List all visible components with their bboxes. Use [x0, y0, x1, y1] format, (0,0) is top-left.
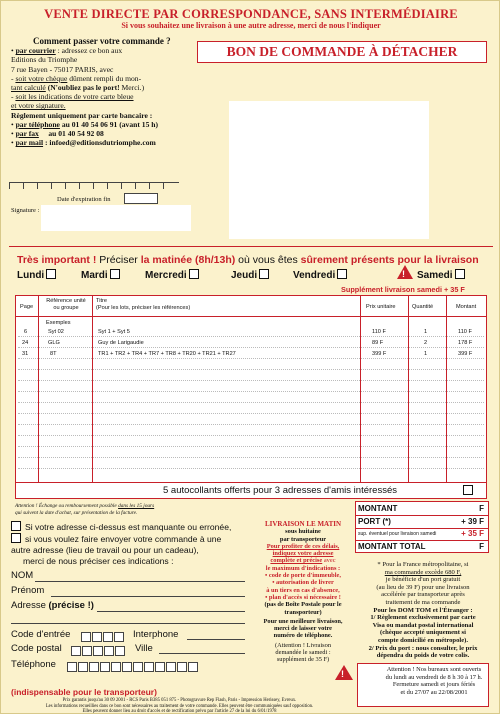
- card-payment-title: Règlement uniquement par carte bancaire :: [11, 110, 153, 120]
- step1a: soit votre chèque: [15, 73, 68, 83]
- row2-qty: 2: [424, 340, 428, 346]
- step1e: Merci.): [121, 83, 145, 93]
- col-title-hint: (Pour les lots, préciser les références): [96, 305, 191, 311]
- fax-label: par fax: [15, 129, 39, 139]
- how-to-order: Comment passer votre commande ? • par courrier : adressez ce bon aux Editions du Triomphe 7 rue Bayen - 75017 PARIS, avec - soit votre chèque dûment rempli du mon- tant calculé (N'oubliez pas le port! Merci.) - soit les indications de votre carte bleue et votre signature. Règlement uniquement par carte bancaire : • par téléphone au 01 40 54 06 91 (avant 15 h) • par fax au 01 40 54 92 08 • par mail : infoed@editionsdutriomphe.com: [11, 37, 191, 147]
- saturday-supp-label: sup. éventuel pour livraison samedi: [358, 531, 437, 537]
- step1b: dûment rempli du mon-: [69, 73, 142, 83]
- row1-price: 110 F: [372, 329, 386, 335]
- row2-page: 24: [22, 340, 29, 346]
- code-postal-label: Code postal: [11, 643, 62, 654]
- shipping-info: * Pour la France métropolitaine, si ma commande excède 680 F, je bénéficie d'un port gratuit (au lieu de 39 F) pour une livraison accélérée par transporteur après traitement de ma commande Pour les DOM TOM et l'Étranger : 1/ Règlement exclusivement par carte Visa ou mandat postal international (chèque accepté uniquement si compte domicilié en métropole). 2/ Prix du port : nous consulter, le prix dépendra du poids de votre colis.: [368, 561, 478, 660]
- adresse-field-2[interactable]: [11, 623, 245, 624]
- important-label: Très important !: [17, 254, 97, 266]
- order-form-title: BON DE COMMANDE À DÉTACHER: [197, 41, 487, 63]
- divider: [9, 246, 493, 247]
- header-subtitle: Si vous souhaitez une livraison à une autre adresse, merci de nous l'indiquer: [121, 21, 381, 30]
- col-qty: Quantité: [412, 304, 434, 310]
- saturday-fee: Supplément livraison samedi + 35 F: [341, 285, 465, 294]
- delivery-text1: Préciser: [99, 254, 138, 266]
- saturday-supp-value: + 35 F: [461, 529, 484, 538]
- row3-qty: 1: [424, 351, 428, 357]
- warning-icon: [335, 665, 353, 680]
- code-postal-field[interactable]: [71, 643, 126, 653]
- col-page: Page: [20, 304, 34, 310]
- interphone-field[interactable]: [187, 639, 245, 640]
- row3-ref: 8T: [50, 351, 57, 357]
- row3-price: 399 F: [372, 351, 387, 357]
- ville-field[interactable]: [159, 653, 245, 654]
- row3-amount: 399 F: [458, 351, 473, 357]
- code-entree-label: Code d'entrée: [11, 629, 71, 640]
- prenom-field[interactable]: [51, 596, 245, 597]
- step2a: soit les indications de votre carte bleue: [15, 92, 134, 102]
- port-label: PORT (*): [358, 517, 391, 526]
- signature-label: Signature :: [11, 207, 40, 214]
- example-label: Exemples: [46, 320, 71, 326]
- how-to-title: Comment passer votre commande ?: [33, 36, 171, 46]
- delivery-morning: la matinée (8h/13h): [140, 254, 236, 266]
- signature-field[interactable]: [41, 205, 191, 231]
- checkbox[interactable]: [455, 269, 465, 279]
- total-currency: F: [479, 542, 484, 551]
- row1-amount: 110 F: [458, 329, 472, 335]
- row2-price: 89 F: [372, 340, 384, 346]
- row3-title: TR1 + TR2 + TR4 + TR7 + TR8 + TR20 + TR21 + TR27: [98, 351, 236, 357]
- fax-value: au 01 40 54 92 08: [48, 129, 104, 139]
- delivery-text2: où vous êtes: [238, 254, 298, 266]
- interphone-label: Interphone: [133, 629, 179, 640]
- warning-icon: [397, 265, 413, 279]
- customer-address-box[interactable]: [229, 101, 429, 239]
- nom-label: NOM: [11, 570, 34, 581]
- card-number-field[interactable]: [9, 171, 179, 183]
- checkbox-other-address[interactable]: [11, 533, 21, 543]
- checkbox[interactable]: [189, 269, 199, 279]
- row2-title: Guy de Larigaudie: [98, 340, 144, 346]
- stickers-checkbox[interactable]: [463, 485, 473, 495]
- checkbox-missing-address[interactable]: [11, 521, 21, 531]
- nom-field[interactable]: [35, 581, 245, 582]
- alternate-address-intro: Si votre adresse ci-dessus est manquante ou erronée, si vous voulez faire envoyer votre commande à une autre adresse (lieu de travail ou pour un cadeau), merci de nous préciser ces indications :: [11, 522, 232, 566]
- email-value: : infoed@editionsdutriomphe.com: [44, 138, 156, 148]
- phone-required-note: (indispensable pour le transporteur): [11, 687, 157, 697]
- publisher-address: 7 rue Bayen - 75017 PARIS, avec: [11, 64, 114, 74]
- col-amount: Montant: [456, 304, 477, 310]
- day-tuesday[interactable]: Mardi: [81, 269, 120, 281]
- checkbox[interactable]: [46, 269, 56, 279]
- warning-icon-mark: !: [341, 669, 344, 679]
- row2-ref: GLG: [48, 340, 60, 346]
- adresse-label: Adresse (précise !): [11, 600, 94, 611]
- email-label: par mail: [15, 138, 44, 148]
- col-title: Titre: [96, 298, 107, 304]
- checkbox[interactable]: [110, 269, 120, 279]
- refund-notice: Attention ! Échange ou remboursement possible dans les 15 jours qui suivent la date d'achat, sur présentation de la facture.: [15, 503, 155, 516]
- code-entree-field[interactable]: [81, 629, 125, 639]
- telephone-field[interactable]: [67, 659, 199, 669]
- day-monday[interactable]: Lundi: [17, 269, 56, 281]
- delivery-present: sûrement présents pour la livraison: [300, 254, 479, 266]
- header-divider: [16, 316, 486, 317]
- publisher-name: Editions du Triomphe: [11, 55, 78, 65]
- prenom-label: Prénom: [11, 585, 45, 596]
- row1-qty: 1: [424, 329, 428, 335]
- phone-value: au 01 40 54 06 91 (avant 15 h): [61, 119, 159, 129]
- checkbox[interactable]: [259, 269, 269, 279]
- office-hours-notice: Attention ! Nos bureaux sont ouverts du lundi au vendredi de 8 h 30 à 17 h. Fermeture samedi et jours fériés et du 27/07 au 22/08/2001: [357, 663, 489, 707]
- header-title: VENTE DIRECTE PAR CORRESPONDANCE, SANS INTERMÉDIAIRE: [44, 7, 458, 21]
- row3-page: 31: [22, 351, 29, 357]
- step2b: et votre signature.: [11, 101, 66, 111]
- day-wednesday[interactable]: Mercredi: [145, 269, 199, 281]
- col-ref: Référence unité ou groupe: [46, 298, 86, 311]
- mail-label: par courrier: [15, 46, 56, 56]
- telephone-label: Téléphone: [11, 659, 56, 670]
- legal-footer: Prix garantis jusqu'au 30 09 2001 - RCS Paris B385 051 875 - Photogravure Rep Flash, Paris - Impression Herissey, Evreux. Les informations recueillies dans ce bon sont nécessaires au traitement de votre commande. Elles peuvent être communiquées sauf opposition. Elles peuvent donner lieu au droit d'accès et de rectification prévu par l'article 27 de la loi du 6/01/1978: [45, 698, 314, 714]
- mail-text: : adressez ce bon aux: [57, 46, 123, 56]
- total-label: MONTANT TOTAL: [358, 542, 426, 551]
- expiry-label: Date d'expiration fin: [57, 196, 111, 203]
- day-thursday[interactable]: Jeudi: [231, 269, 269, 281]
- order-table: [15, 295, 487, 499]
- ville-label: Ville: [135, 643, 153, 654]
- amount-currency: F: [479, 504, 484, 513]
- expiry-field[interactable]: [124, 193, 158, 204]
- row1-title: Syt 1 + Syt 5: [98, 329, 130, 335]
- phone-label: par téléphone: [15, 119, 60, 129]
- row1-page: 6: [24, 329, 28, 335]
- checkbox[interactable]: [337, 269, 347, 279]
- morning-delivery-info: LIVRAISON LE MATIN sous huitaine par transporteur Pour profiter de ces délais, indiquez votre adresse complète et précise avec le maximum d'indications : • code de porte d'immeuble, • autorisation de livrer à un tiers en cas d'absence, • plan d'accès si nécessaire ! (pas de Boîte Postale pour le transporteur) Pour une meilleure livraison, merci de laisser votre numéro de téléphone. (Attention ! Livraison demandée le samedi : supplément de 35 F): [263, 520, 343, 664]
- warning-icon-mark: !: [402, 269, 405, 279]
- totals-box: [355, 501, 489, 553]
- day-friday[interactable]: Vendredi: [293, 269, 347, 281]
- stickers-offer: 5 autocollants offerts pour 3 adresses d'amis intéressés: [163, 485, 397, 496]
- step1d: (N'oubliez pas le port!: [47, 83, 120, 93]
- step1c: tant calculé: [11, 83, 46, 93]
- adresse-field[interactable]: [97, 611, 245, 612]
- port-value: + 39 F: [461, 517, 484, 526]
- row2-amount: 178 F: [458, 340, 473, 346]
- day-saturday[interactable]: Samedi: [417, 269, 465, 281]
- amount-label: MONTANT: [358, 504, 398, 513]
- row1-ref: Syt 02: [48, 329, 64, 335]
- col-unit-price: Prix unitaire: [366, 304, 396, 310]
